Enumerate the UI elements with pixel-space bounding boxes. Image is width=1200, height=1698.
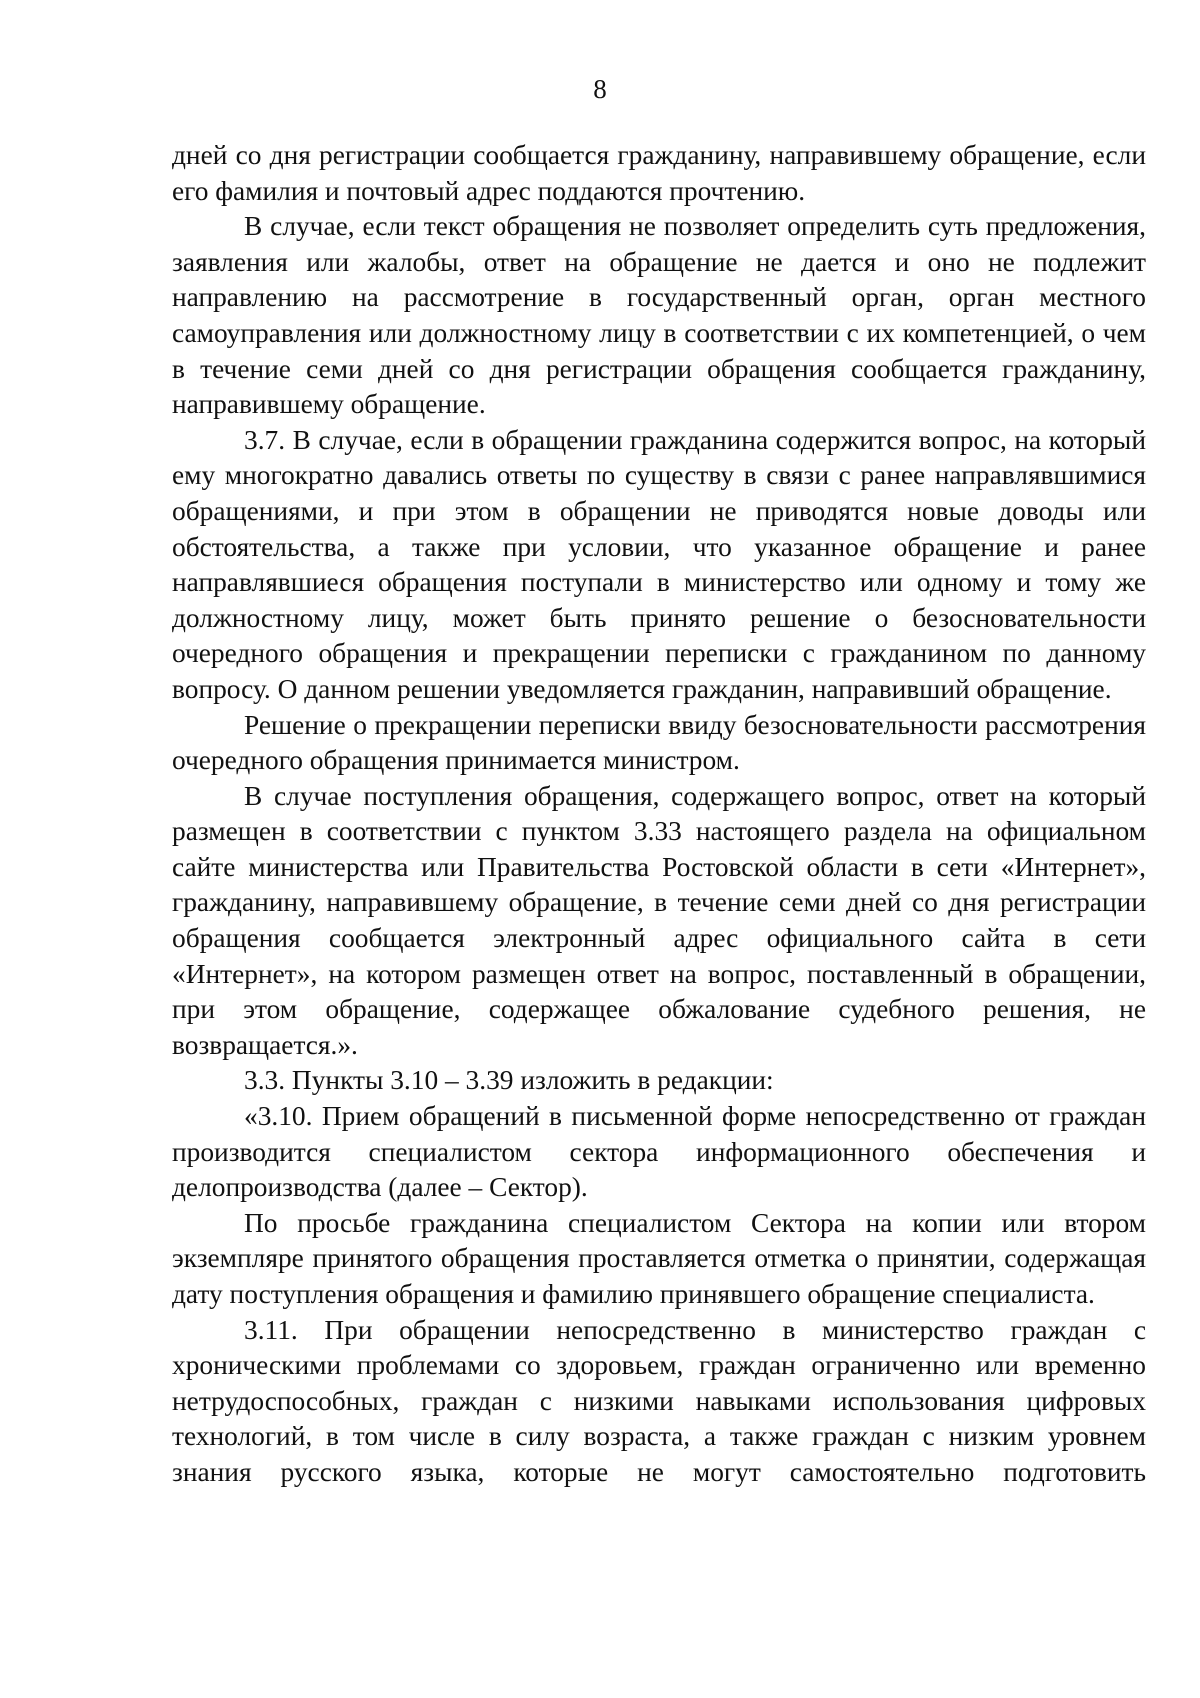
paragraph-receipt-mark: По просьбе гражданина специалистом Сектора на копии или втором экземпляре принятого обращения проставляется отметка о принятии, содержащая дату поступления обращения и фамилию принявшего обращение специалиста. — [172, 1207, 1146, 1309]
document-body — [172, 138, 1146, 1491]
paragraph-3-10: «3.10. Прием обращений в письменной форме непосредственно от граждан производится специалистом сектора информационного обеспечения и делопроизводства (далее – Сектор). — [172, 1101, 1146, 1203]
page-number: 8 — [593, 74, 607, 104]
paragraph-3-11: 3.11. При обращении непосредственно в министерство граждан с хроническими проблемами со здоровьем, граждан ограниченно или временно нетрудоспособных, граждан с низкими навыками использования цифровых технологий, в том числе в силу возраста, а также граждан с низким уровнем знания русского языка, которые не могут самостоятельно подготовить — [172, 1314, 1146, 1487]
paragraph-3-3: 3.3. Пункты 3.10 – 3.39 изложить в редакции: — [244, 1065, 774, 1096]
paragraph-continuation: дней со дня регистрации сообщается гражданину, направившему обращение, если его фамилия и почтовый адрес поддаются прочтению. — [172, 140, 1146, 206]
paragraph-published-answer: В случае поступления обращения, содержащего вопрос, ответ на который размещен в соответствии с пунктом 3.33 настоящего раздела на официальном сайте министерства или Правительства Ростовской области в сети «Интернет», гражданину, направившему обращение, в течение семи дней со дня регистрации обращения сообщается электронный адрес официального сайта в сети «Интернет», на котором размещен ответ на вопрос, поставленный в обращении, при этом обращение, содержащее обжалование судебного решения, не возвращается.». — [172, 780, 1146, 1060]
paragraph-unreadable-text: В случае, если текст обращения не позволяет определить суть предложения, заявления или жалобы, ответ на обращение не дается и оно не подлежит направлению на рассмотрение в государственный орган, орган местного самоуправления или должностному лицу в соответствии с их компетенцией, о чем в течение семи дней со дня регистрации обращения сообщается гражданину, направившему обращение. — [172, 211, 1146, 420]
paragraph-3-7: 3.7. В случае, если в обращении гражданина содержится вопрос, на который ему многократно давались ответы по существу в связи с ранее направлявшимися обращениями, и при этом в обращении не приводятся новые доводы или обстоятельства, а также при условии, что указанное обращение и ранее направлявшиеся обращения поступали в министерство или одному и тому же должностному лицу, может быть принято решение о безосновательности очередного обращения и прекращении переписки с гражданином по данному вопросу. О данном решении уведомляется гражданин, направивший обращение. — [172, 424, 1146, 704]
paragraph-termination-decision: Решение о прекращении переписки ввиду безосновательности рассмотрения очередного обращения принимается министром. — [172, 709, 1146, 776]
